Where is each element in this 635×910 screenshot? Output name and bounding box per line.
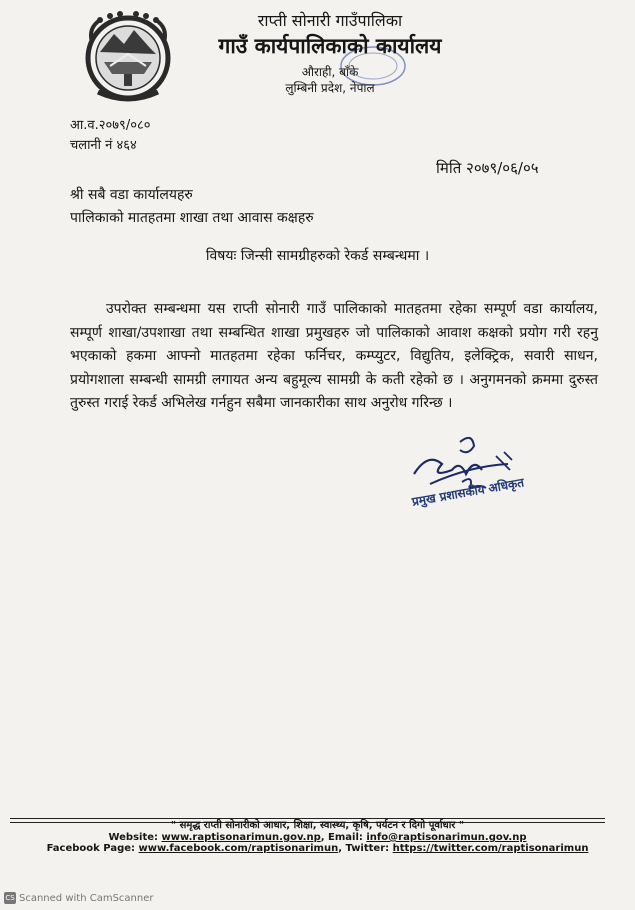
facebook-link[interactable]: www.facebook.com/raptisonarimun [138, 843, 339, 854]
email-label: Email: [328, 832, 363, 843]
signature-stamp: प्रमुख प्रशासकीय अधिकृत [410, 475, 525, 509]
footer-contact-line: Website: www.raptisonarimun.gov.np, Email: info@raptisonarimun.gov.np [108, 832, 527, 843]
letter-date: मिति २०७९/०६/०५ [436, 159, 539, 177]
office-location: औराही, बाँके [301, 65, 359, 79]
dispatch-number: ४६४ [116, 138, 137, 153]
footer-rule [10, 818, 605, 819]
letter-subject: विषयः जिन्सी सामग्रीहरुको रेकर्ड सम्बन्धमा । [205, 248, 430, 264]
recipient-line: पालिकाको मातहतमा शाखा तथा आवास कक्षहरु [70, 210, 314, 226]
office-name: गाउँ कार्यपालिकाको कार्यालय [218, 34, 442, 58]
reference-block [70, 116, 150, 156]
body-paragraph: उपरोक्त सम्बन्धमा यस राप्ती सोनारी गाउँ पालिकाको मातहतमा रहेका सम्पूर्ण वडा कार्यालय, सम्पूर्ण शाखा/उपशाखा तथा सम्बन्धित शाखा प्रमुखहरु जो पालिकाको आवाश कक्षको प्रयोग गरी रहनु भएकाको हकमा आफ्नो मातहतमा रहेका फर्निचर, कम्प्युटर, विद्युतिय, इलेक्ट्रिक, सवारी साधन, प्रयोगशाला सम्बन्धी सामग्री लगायत अन्य बहुमूल्य सामग्री के कती रहेको छ । अनुगमनको क्रममा दुरुस्त तुरुस्त गराई रेकर्ड अभिलेख गर्नहुन सबैमा जानकारीका साथ अनुरोध गरिन्छ । [70, 301, 598, 411]
scanner-text: Scanned with CamScanner [19, 893, 154, 904]
facebook-label: Facebook Page: [46, 843, 136, 854]
fiscal-year: आ.व.२०७९/०८० [70, 118, 151, 133]
letterhead [200, 10, 460, 96]
twitter-link[interactable]: https://twitter.com/raptisonarimun [392, 843, 589, 854]
municipality-name: राप्ती सोनारी गाउँपालिका [257, 11, 403, 30]
dispatch-label: चलानी नं [70, 138, 113, 153]
dispatch-line [70, 136, 150, 156]
twitter-label: Twitter: [345, 843, 390, 854]
recipient-line: श्री सबै वडा कार्यालयहरु [70, 187, 193, 203]
nepal-emblem-icon [80, 8, 176, 104]
footer-social-line: Facebook Page: www.facebook.com/raptisonarimun, Twitter: https://twitter.com/raptisonarimun [46, 843, 589, 854]
letter-footer [0, 820, 635, 854]
website-link[interactable]: www.raptisonarimun.gov.np [161, 832, 321, 843]
camscanner-logo-icon: CS [5, 894, 15, 902]
recipient-block [70, 184, 314, 230]
email-link[interactable]: info@raptisonarimun.gov.np [366, 832, 527, 843]
footer-slogan: " समृद्ध राप्ती सोनारीको आधार, शिक्षा, स्वास्थ्य, कृषि, पर्यटन र दिगो पूर्वाधार " [170, 820, 465, 831]
office-province: लुम्बिनी प्रदेश, नेपाल [285, 81, 375, 95]
scanner-watermark [4, 892, 154, 904]
website-label: Website: [108, 832, 159, 843]
letter-body [70, 298, 598, 416]
